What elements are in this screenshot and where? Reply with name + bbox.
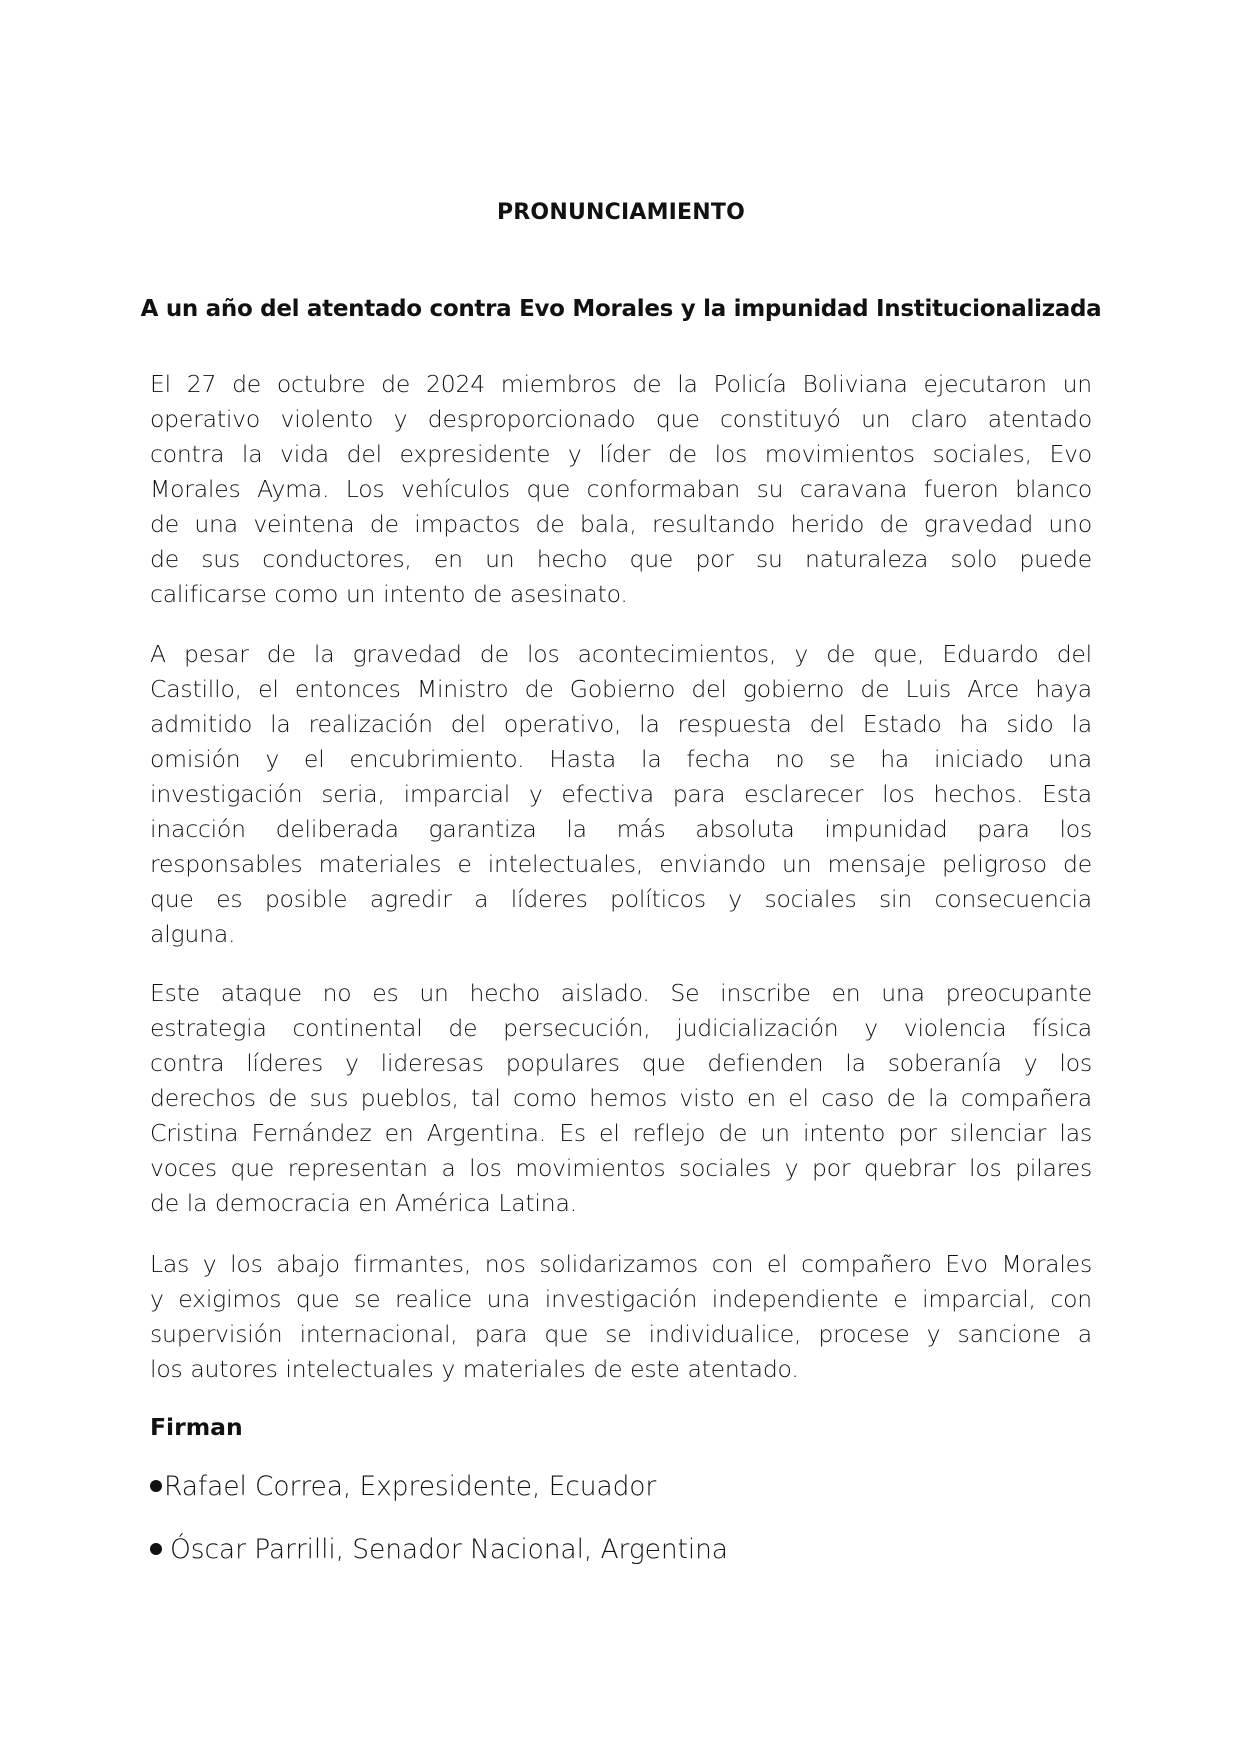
paragraph-line: calificarse como un intento de asesinato.	[150, 580, 628, 608]
paragraph-line: derechos de sus pueblos, tal como hemos visto en el caso de la compañera	[150, 1084, 1092, 1112]
paragraph-line: responsables materiales e intelectuales, enviando un mensaje peligroso de	[150, 850, 1092, 878]
paragraph-1	[150, 367, 1092, 612]
signer-item	[150, 1534, 728, 1565]
paragraph-line: A pesar de la gravedad de los acontecimientos, y de que, Eduardo del	[150, 640, 1092, 668]
paragraph-line: Morales Ayma. Los vehículos que conformaban su caravana fueron blanco	[150, 475, 1092, 503]
bullet-icon	[150, 1480, 162, 1492]
paragraph-line: que es posible agredir a líderes políticos y sociales sin consecuencia	[150, 885, 1092, 913]
paragraph-line: de una veintena de impactos de bala, resultando herido de gravedad uno	[150, 510, 1092, 538]
signer-item	[150, 1471, 656, 1502]
paragraph-line: supervisión internacional, para que se individualice, procese y sancione a	[150, 1320, 1092, 1348]
signer-text: Óscar Parrilli, Senador Nacional, Argentina	[170, 1534, 728, 1565]
document-subtitle: A un año del atentado contra Evo Morales y la impunidad Institucionalizada	[140, 296, 1102, 322]
paragraph-line: admitido la realización del operativo, la respuesta del Estado ha sido la	[150, 710, 1092, 738]
paragraph-line: voces que representan a los movimientos sociales y por quebrar los pilares	[150, 1154, 1092, 1182]
paragraph-line: operativo violento y desproporcionado que constituyó un claro atentado	[150, 405, 1092, 433]
bullet-icon	[150, 1543, 162, 1555]
paragraph-line: de la democracia en América Latina.	[150, 1189, 577, 1217]
paragraph-line: investigación seria, imparcial y efectiva para esclarecer los hechos. Esta	[150, 780, 1092, 808]
paragraph-line: Este ataque no es un hecho aislado. Se inscribe en una preocupante	[150, 979, 1092, 1007]
paragraph-line: Castillo, el entonces Ministro de Gobierno del gobierno de Luis Arce haya	[150, 675, 1092, 703]
paragraph-line: Cristina Fernández en Argentina. Es el reflejo de un intento por silenciar las	[150, 1119, 1092, 1147]
paragraph-4	[150, 1247, 1092, 1387]
paragraph-line: alguna.	[150, 920, 236, 948]
paragraph-line: omisión y el encubrimiento. Hasta la fecha no se ha iniciado una	[150, 745, 1092, 773]
paragraph-line: de sus conductores, en un hecho que por su naturaleza solo puede	[150, 545, 1092, 573]
paragraph-line: contra líderes y lideresas populares que defienden la soberanía y los	[150, 1049, 1092, 1077]
signer-text: Rafael Correa, Expresidente, Ecuador	[164, 1471, 657, 1502]
paragraph-line: contra la vida del expresidente y líder de los movimientos sociales, Evo	[150, 440, 1092, 468]
document-title: PRONUNCIAMIENTO	[496, 200, 746, 225]
paragraph-2	[150, 637, 1092, 952]
signers-heading: Firman	[150, 1413, 243, 1441]
paragraph-line: y exigimos que se realice una investigación independiente e imparcial, con	[150, 1285, 1092, 1313]
paragraph-3	[150, 976, 1092, 1221]
paragraph-line: inacción deliberada garantiza la más absoluta impunidad para los	[150, 815, 1092, 843]
paragraph-line: El 27 de octubre de 2024 miembros de la Policía Boliviana ejecutaron un	[150, 370, 1092, 398]
paragraph-line: Las y los abajo firmantes, nos solidarizamos con el compañero Evo Morales	[150, 1250, 1092, 1278]
paragraph-line: los autores intelectuales y materiales de este atentado.	[150, 1355, 799, 1383]
paragraph-line: estrategia continental de persecución, judicialización y violencia física	[150, 1014, 1092, 1042]
